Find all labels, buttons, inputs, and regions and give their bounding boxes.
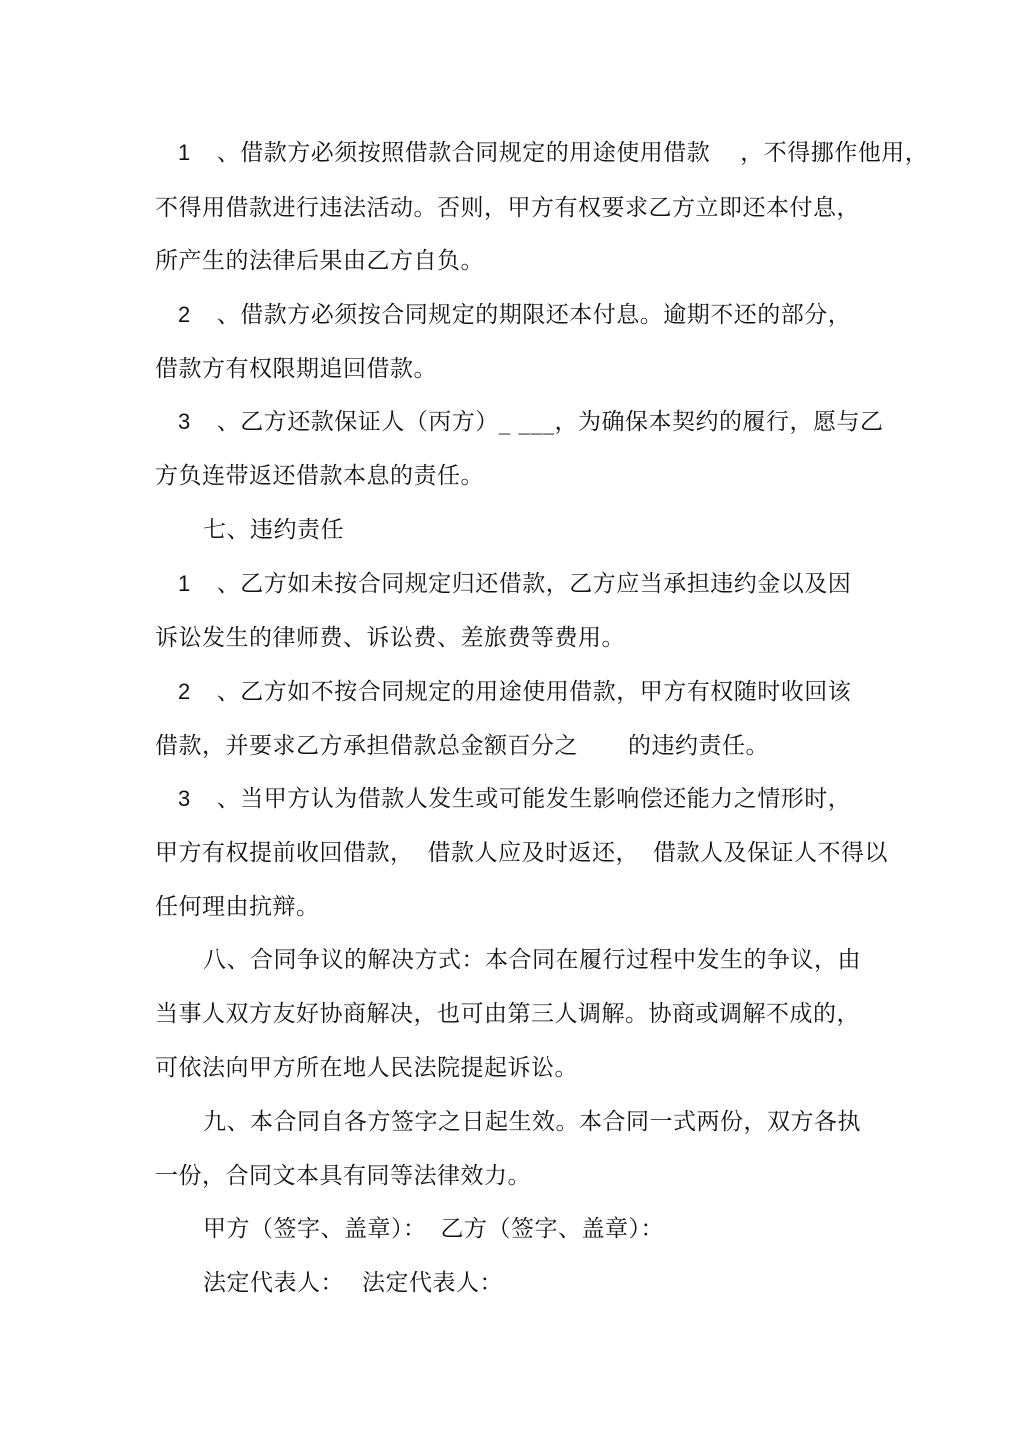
paragraph-text: 方负连带返还借款本息的责任。 (155, 463, 484, 489)
clause-7-3-line-1 (178, 784, 851, 814)
clause-number: 1 (178, 140, 191, 165)
clause-7-1-line-2 (155, 623, 625, 653)
party-a-representative-label: 法定代表人： (203, 1270, 344, 1296)
paragraph-text: 借款方有权限期追回借款。 (155, 356, 437, 382)
paragraph-text: 、借款方必须按合同规定的期限还本付息。逾期不还的部分， (216, 302, 852, 328)
clause-6-3-line-2 (155, 461, 484, 491)
paragraph-text: 的违约责任。 (628, 733, 769, 759)
section-heading: 七、违约责任 (203, 517, 344, 543)
clause-7-2-line-2 (155, 731, 769, 761)
paragraph-text: 九、本合同自各方签字之日起生效。本合同一式两份，双方各执 (203, 1109, 861, 1135)
paragraph-text: 可依法向甲方所在地人民法院提起诉讼。 (155, 1055, 578, 1081)
clause-number: 1 (178, 571, 191, 596)
signature-party-line (203, 1214, 664, 1244)
party-b-representative-label: 法定代表人： (362, 1270, 503, 1296)
clause-6-1-line-3 (155, 246, 484, 276)
clause-7-3-line-2 (155, 838, 888, 868)
paragraph-text: 借款，并要求乙方承担借款总金额百分之 (155, 733, 578, 759)
paragraph-text: 、当甲方认为借款人发生或可能发生影响偿还能力之情形时， (216, 786, 852, 812)
paragraph-text: 、乙方如未按合同规定归还借款，乙方应当承担违约金以及因 (216, 571, 852, 597)
party-a-signature-label: 甲方（签字、盖章）： (203, 1216, 427, 1242)
clause-6-2-line-1 (178, 300, 851, 330)
clause-number: 3 (178, 409, 191, 434)
clause-7-1-line-1 (178, 569, 851, 599)
clause-6-2-line-2 (155, 354, 437, 384)
section-9-line-2 (155, 1161, 531, 1191)
section-9-line-1 (203, 1107, 861, 1137)
clause-number: 2 (178, 679, 191, 704)
clause-7-3-line-3 (155, 892, 320, 922)
paragraph-text: 所产生的法律后果由乙方自负。 (155, 248, 484, 274)
paragraph-text: 、乙方如不按合同规定的用途使用借款，甲方有权随时收回该 (216, 679, 852, 705)
clause-6-1-line-2 (155, 193, 860, 223)
paragraph-text: 、借款方必须按照借款合同规定的用途使用借款 (216, 140, 711, 166)
paragraph-text: 借款人应及时返还， (427, 840, 639, 866)
paragraph-text: 借款人及保证人不得以 (653, 840, 888, 866)
legal-representative-line (203, 1268, 503, 1298)
paragraph-text: 甲方有权提前收回借款， (155, 840, 414, 866)
section-8-line-1 (203, 945, 861, 975)
paragraph-text: 诉讼发生的律师费、诉讼费、差旅费等费用。 (155, 625, 625, 651)
party-b-signature-label: 乙方（签字、盖章）： (440, 1216, 664, 1242)
paragraph-text: 八、合同争议的解决方式：本合同在履行过程中发生的争议，由 (203, 947, 861, 973)
section-8-line-3 (155, 1053, 578, 1083)
paragraph-text: 当事人双方友好协商解决，也可由第三人调解。协商或调解不成的， (155, 1001, 860, 1027)
paragraph-text: ，不得挪作他用， (740, 140, 929, 166)
section-8-line-2 (155, 999, 860, 1029)
clause-6-1-line-1 (178, 138, 928, 168)
paragraph-text: 不得用借款进行违法活动。否则，甲方有权要求乙方立即还本付息， (155, 195, 860, 221)
paragraph-text: 一份，合同文本具有同等法律效力。 (155, 1163, 531, 1189)
clause-7-2-line-1 (178, 677, 851, 707)
paragraph-text: 任何理由抗辩。 (155, 894, 320, 920)
paragraph-text: 、乙方还款保证人（丙方）_ ___，为确保本契约的履行，愿与乙 (216, 409, 884, 435)
section-heading-7 (203, 515, 344, 545)
clause-number: 2 (178, 302, 191, 327)
clause-6-3-line-1 (178, 407, 884, 437)
clause-number: 3 (178, 786, 191, 811)
